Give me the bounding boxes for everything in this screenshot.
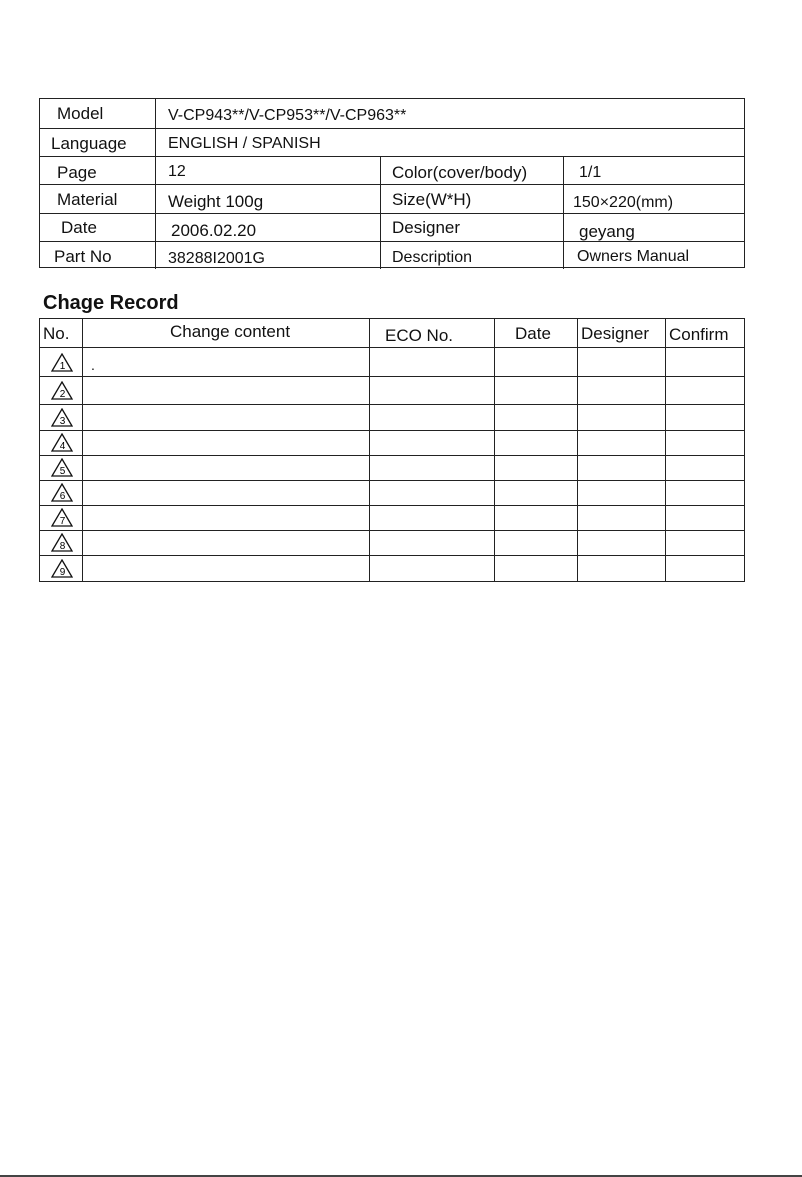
spec-row-page (40, 156, 744, 184)
svg-text:7: 7 (59, 516, 66, 527)
designer-label: Designer (392, 218, 461, 237)
spec-table (39, 98, 745, 268)
model-label: Model (57, 104, 104, 123)
date-label: Date (61, 218, 97, 237)
color-label: Color(cover/body) (392, 163, 528, 182)
part-no-label: Part No (54, 247, 112, 266)
revision-9-triangle-icon (51, 559, 73, 578)
date-value: 2006.02.20 (171, 221, 257, 240)
material-value: Weight 100g (168, 192, 264, 211)
size-label: Size(W*H) (392, 190, 472, 209)
column-header-date: Date (515, 324, 551, 343)
language-label: Language (51, 134, 127, 153)
revision-4-triangle-icon (51, 433, 73, 452)
svg-text:1: 1 (59, 361, 66, 372)
part-no-value: 38288I2001G (168, 250, 265, 267)
spec-row-part-no (40, 241, 744, 269)
column-header-change-content: Change content (170, 322, 291, 341)
size-value: 150×220(mm) (573, 194, 674, 211)
model-value: V-CP943**/V-CP953**/V-CP963** (168, 107, 407, 124)
spec-row-language (40, 128, 744, 156)
column-header-eco-no: ECO No. (385, 326, 454, 345)
svg-text:3: 3 (59, 416, 66, 427)
spec-row-model (40, 99, 744, 128)
revision-3-triangle-icon (51, 408, 73, 427)
page-label: Page (57, 163, 97, 182)
column-header-confirm: Confirm (669, 325, 729, 344)
color-value: 1/1 (579, 164, 602, 181)
revision-6-triangle-icon (51, 483, 73, 502)
language-value: ENGLISH / SPANISH (168, 135, 321, 152)
designer-value: geyang (579, 222, 635, 241)
revision-8-triangle-icon (51, 533, 73, 552)
revision-1-triangle-icon (51, 353, 73, 372)
revision-5-triangle-icon (51, 458, 73, 477)
change-record-title: Chage Record (43, 292, 179, 314)
svg-text:2: 2 (59, 389, 66, 400)
svg-text:8: 8 (59, 541, 66, 552)
svg-text:5: 5 (59, 466, 66, 477)
change-content-1: . (91, 357, 95, 373)
svg-text:9: 9 (59, 567, 66, 578)
material-label: Material (57, 190, 118, 209)
revision-7-triangle-icon (51, 508, 73, 527)
spec-row-date (40, 213, 744, 241)
change-record-table (39, 318, 745, 582)
description-label: Description (392, 249, 473, 266)
column-header-designer: Designer (581, 324, 650, 343)
description-value: Owners Manual (577, 248, 690, 265)
spec-row-material (40, 184, 744, 213)
column-header-no: No. (43, 324, 70, 343)
revision-2-triangle-icon (51, 381, 73, 400)
svg-text:4: 4 (59, 441, 66, 452)
page-value: 12 (168, 163, 186, 180)
svg-text:6: 6 (59, 491, 66, 502)
